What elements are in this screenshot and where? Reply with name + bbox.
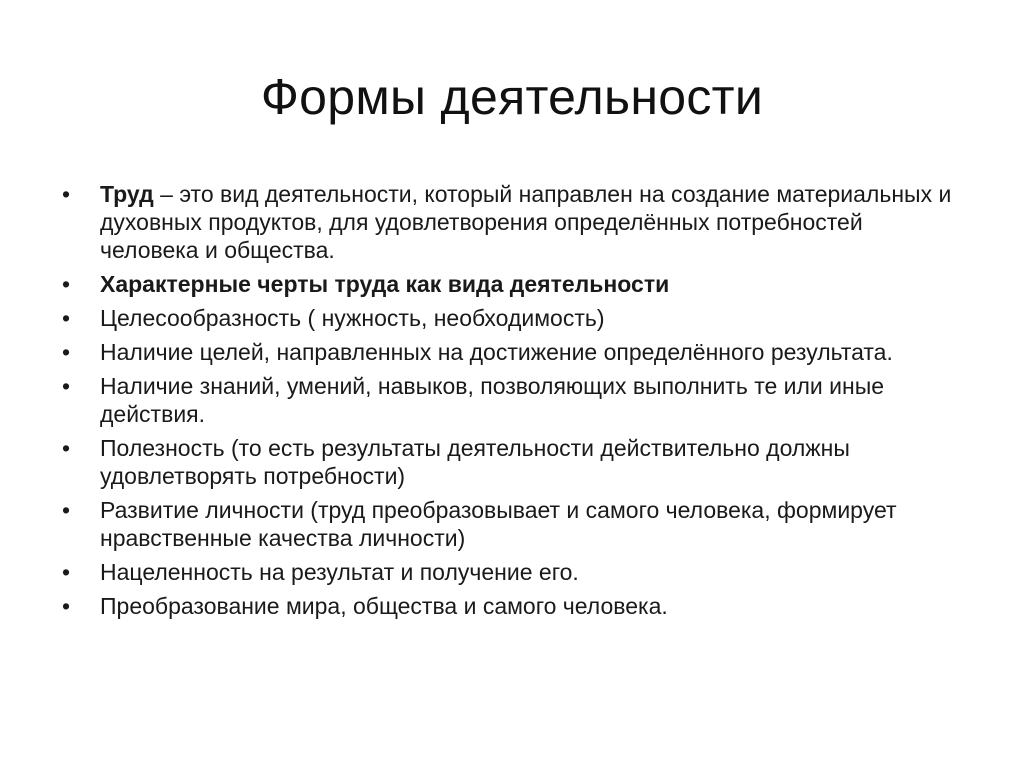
bullet-text: Наличие знаний, умений, навыков, позволяющих выполнить те или иные действия.	[100, 373, 885, 427]
bullet-glyph: •	[62, 339, 71, 365]
bullet-text: – это вид деятельности, который направлен на создание материальных и духовных продуктов, для удовлетворения определённых потребностей человека и общества.	[100, 181, 952, 263]
bullet-text: Преобразование мира, общества и самого человека.	[100, 593, 668, 619]
bullet-glyph: •	[62, 593, 71, 619]
bullet-glyph: •	[62, 305, 71, 331]
bullet-item	[62, 434, 962, 490]
bullet-glyph: •	[62, 373, 71, 399]
bullet-item	[62, 304, 962, 332]
bullet-text: Развитие личности (труд преобразовывает и самого человека, формирует нравственные качества личности)	[100, 497, 897, 551]
bullet-item	[62, 496, 962, 552]
bullet-glyph: •	[62, 181, 71, 207]
bullet-text: Полезность (то есть результаты деятельности действительно должны удовлетворять потребности)	[100, 435, 850, 489]
bullet-glyph: •	[62, 559, 71, 585]
bullet-item	[62, 180, 962, 264]
bullet-bold-text: Характерные черты труда как вида деятельности	[100, 271, 670, 297]
bullet-item	[62, 372, 962, 428]
bullet-item	[62, 270, 962, 298]
bullet-glyph: •	[62, 271, 71, 297]
bullet-list	[62, 180, 962, 626]
bullet-glyph: •	[62, 435, 71, 461]
bullet-bold-text: Труд	[100, 181, 154, 207]
slide-title: Формы деятельности	[260, 69, 764, 125]
bullet-glyph: •	[62, 497, 71, 523]
bullet-item	[62, 338, 962, 366]
bullet-item	[62, 558, 962, 586]
bullet-text: Наличие целей, направленных на достижение определённого результата.	[100, 339, 893, 365]
bullet-text: Целесообразность ( нужность, необходимость)	[100, 305, 605, 331]
bullet-item	[62, 592, 962, 620]
bullet-text: Нацеленность на результат и получение его.	[100, 559, 579, 585]
